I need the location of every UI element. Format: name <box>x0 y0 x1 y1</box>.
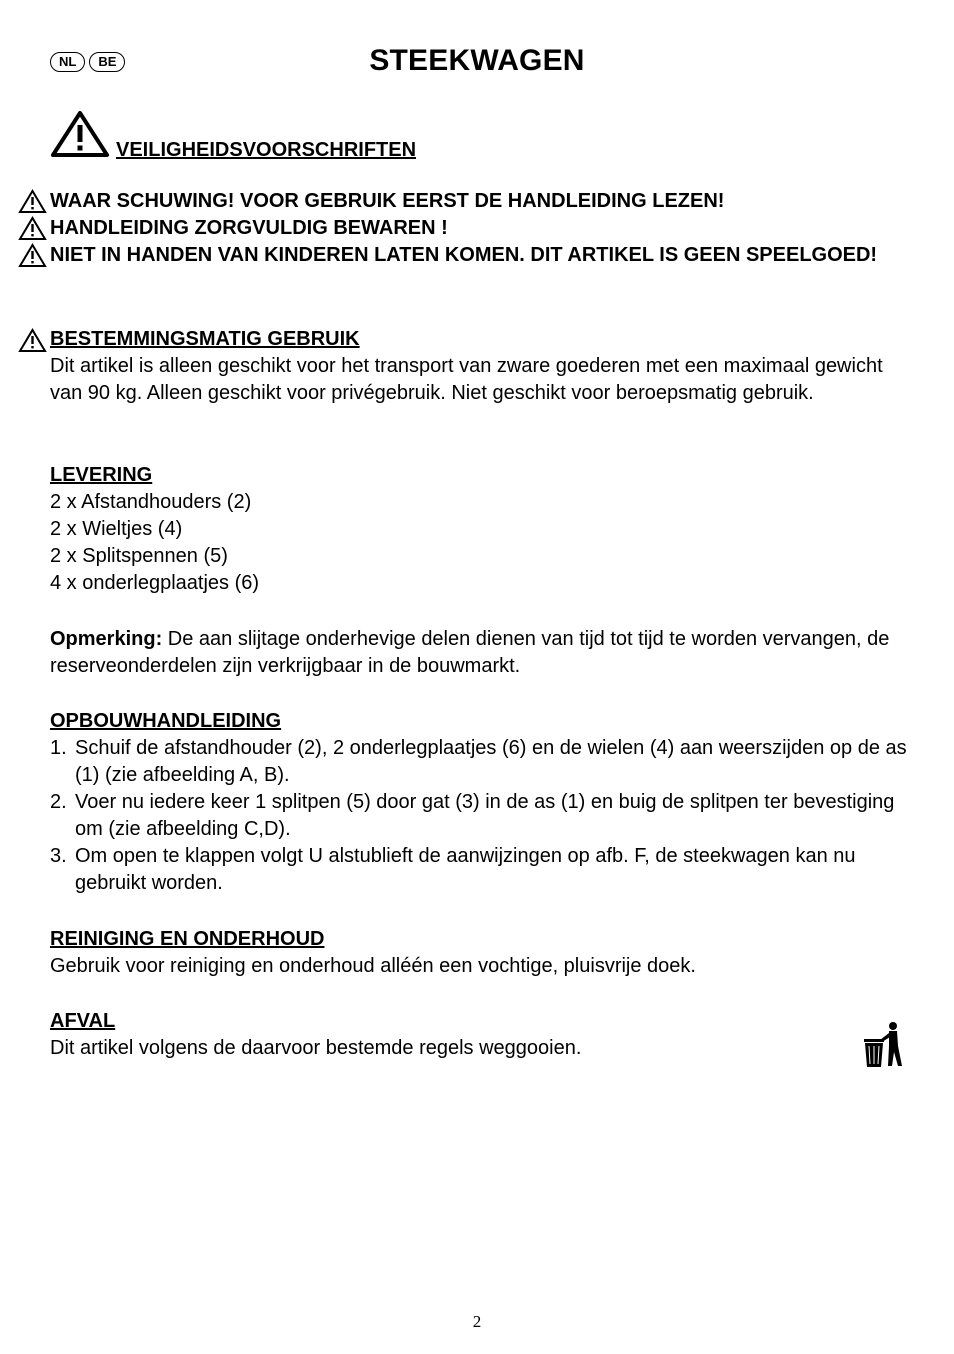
waste-text: Dit artikel volgens de daarvoor bestemde regels weggooien. <box>50 1037 582 1059</box>
cleaning-section <box>50 926 910 980</box>
warning-text: HANDLEIDING ZORGVULDIG BEWAREN ! <box>50 217 448 239</box>
step-number: 2. <box>50 791 67 813</box>
waste-bin-icon <box>862 1020 906 1072</box>
section-heading: LEVERING <box>50 464 153 486</box>
section-heading: OPBOUWHANDLEIDING <box>50 710 282 732</box>
step-number: 1. <box>50 737 67 759</box>
step-text: Schuif de afstandhouder (2), 2 onderlegplaatjes (6) en de wielen (4) aan weerszijden op de as (1) (zie afbeelding A, B). <box>75 737 907 786</box>
list-item: 2 x Wieltjes (4) <box>50 518 183 540</box>
warning-list <box>18 188 878 269</box>
waste-section <box>50 1008 910 1062</box>
list-item: 2 x Afstandhouders (2) <box>50 491 252 513</box>
warning-triangle-icon <box>18 216 47 241</box>
document-title: STEEKWAGEN <box>369 44 585 77</box>
lang-badge-nl: NL <box>50 52 85 72</box>
warning-triangle-icon <box>18 189 47 214</box>
list-item: 4 x onderlegplaatjes (6) <box>50 572 260 594</box>
list-item <box>50 735 910 789</box>
step-text: Voer nu iedere keer 1 splitpen (5) door gat (3) in de as (1) en buig de splitpen ter bevestiging om (zie afbeelding C,D). <box>75 791 895 840</box>
section-heading: AFVAL <box>50 1010 116 1032</box>
warning-item <box>18 242 878 269</box>
step-number: 3. <box>50 845 67 867</box>
list-item <box>50 843 910 897</box>
section-heading: BESTEMMINGSMATIG GEBRUIK <box>50 328 360 350</box>
assembly-steps <box>50 735 910 897</box>
warning-triangle-icon <box>18 328 47 353</box>
lang-badge-be: BE <box>89 52 125 72</box>
cleaning-text: Gebruik voor reiniging en onderhoud alléén een vochtige, pluisvrije doek. <box>50 955 696 977</box>
list-item <box>50 789 910 843</box>
intended-use-heading <box>50 326 910 353</box>
warning-triangle-icon <box>18 243 47 268</box>
section-heading: REINIGING EN ONDERHOUD <box>50 928 325 950</box>
assembly-section <box>50 708 910 897</box>
remark-section <box>50 626 910 680</box>
remark-text: De aan slijtage onderhevige delen dienen van tijd tot tijd te worden vervangen, de reserveonderdelen zijn verkrijgbaar in de bouwmarkt. <box>50 628 890 677</box>
intended-use-text: Dit artikel is alleen geschikt voor het transport van zware goederen met een maximaal gewicht van 90 kg. Alleen geschikt voor privégebruik. Niet geschikt voor beroepsmatig gebruik. <box>50 355 883 404</box>
step-text: Om open te klappen volgt U alstublieft de aanwijzingen op afb. F, de steekwagen kan nu gebruikt worden. <box>75 845 856 894</box>
safety-heading <box>50 110 417 161</box>
warning-text: WAAR SCHUWING! VOOR GEBRUIK EERST DE HANDLEIDING LEZEN! <box>50 190 725 212</box>
list-item: 2 x Splitspennen (5) <box>50 545 228 567</box>
remark-label: Opmerking: <box>50 628 163 650</box>
warning-item <box>18 188 878 215</box>
warning-text: NIET IN HANDEN VAN KINDEREN LATEN KOMEN. DIT ARTIKEL IS GEEN SPEELGOED! <box>50 244 878 266</box>
page-number: 2 <box>472 1312 482 1331</box>
warning-triangle-icon <box>50 110 110 158</box>
delivery-section <box>50 462 910 597</box>
intended-use-section <box>50 326 910 407</box>
safety-heading-label: VEILIGHEIDSVOORSCHRIFTEN <box>116 139 417 161</box>
warning-item <box>18 215 878 242</box>
